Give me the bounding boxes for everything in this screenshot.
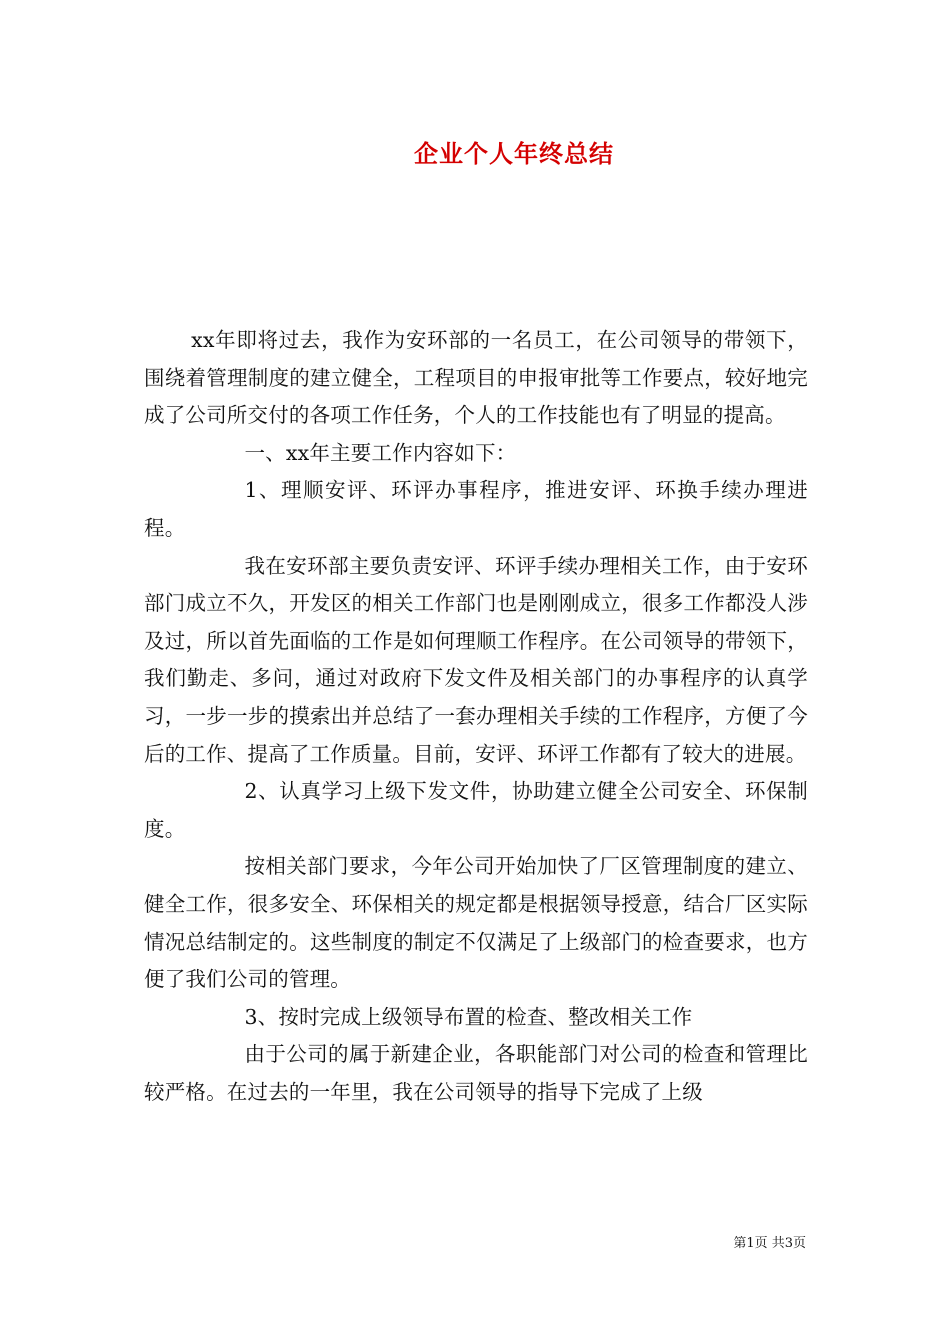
document-body bbox=[144, 322, 808, 1111]
item-heading-2: 2、认真学习上级下发文件，协助建立健全公司安全、环保制度。 bbox=[144, 779, 808, 841]
paragraph-item-3: 由于公司的属于新建企业，各职能部门对公司的检查和管理比较严格。在过去的一年里，我在公司领导的指导下完成了上级 bbox=[144, 1042, 808, 1104]
item-heading-1: 1、理顺安评、环评办事程序，推进安评、环换手续办理进程。 bbox=[144, 478, 808, 540]
page-footer: 第1页 共3页 bbox=[733, 1236, 806, 1251]
paragraph-item-1: 我在安环部主要负责安评、环评手续办理相关工作，由于安环部门成立不久，开发区的相关工作部门也是刚刚成立，很多工作都没人涉及过，所以首先面临的工作是如何理顺工作程序。在公司领导的带领下，我们勤走、多问，通过对政府下发文件及相关部门的办事程序的认真学习，一步一步的摸索出并总结了一套办理相关手续的工作程序，方便了今后的工作、提高了工作质量。目前，安评、环评工作都有了较大的进展。 bbox=[144, 553, 808, 766]
page-title: 企业个人年终总结 bbox=[414, 139, 614, 168]
section-heading: 一、xx年主要工作内容如下： bbox=[244, 440, 517, 465]
paragraph-item-2: 按相关部门要求，今年公司开始加快了厂区管理制度的建立、健全工作，很多安全、环保相关的规定都是根据领导授意，结合厂区实际情况总结制定的。这些制度的制定不仅满足了上级部门的检查要求，也方便了我们公司的管理。 bbox=[144, 854, 808, 992]
item-heading-3: 3、按时完成上级领导布置的检查、整改相关工作 bbox=[244, 1004, 693, 1029]
paragraph-intro: xx年即将过去，我作为安环部的一名员工，在公司领导的带领下，围绕着管理制度的建立健全，工程项目的申报审批等工作要点，较好地完成了公司所交付的各项工作任务，个人的工作技能也有了明显的提高。 bbox=[144, 328, 808, 428]
